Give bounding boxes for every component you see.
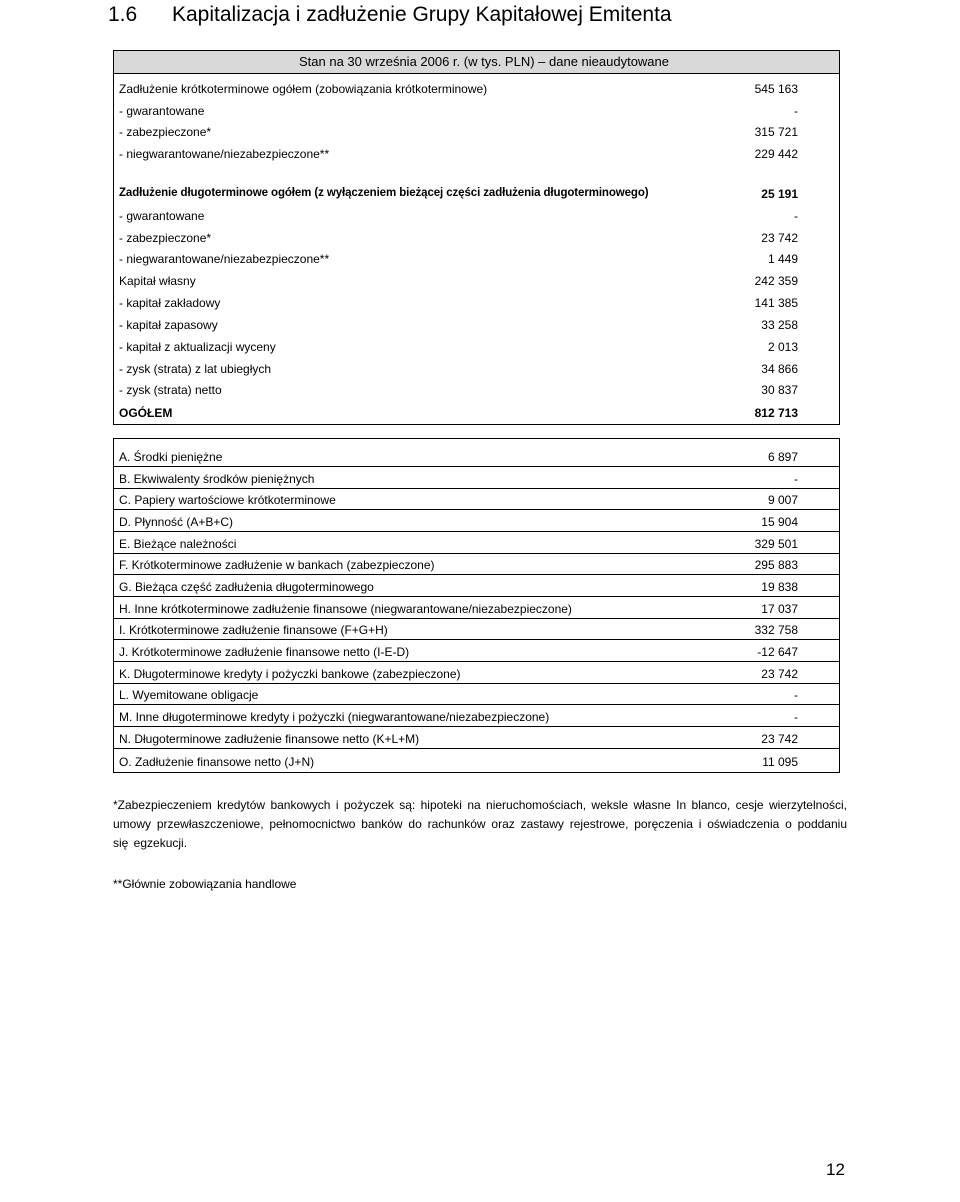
row-value: - [794, 209, 798, 223]
row-label: OGÓŁEM [119, 406, 173, 420]
row-value: 141 385 [754, 296, 798, 310]
row-value: 30 837 [761, 383, 798, 397]
row-label: Zadłużenie długoterminowe ogółem (z wyłączeniem bieżącej części zadłużenia długoterminowego) [119, 187, 649, 199]
row-value: 229 442 [754, 147, 798, 161]
row-label: G. Bieżąca część zadłużenia długoterminowego [119, 580, 374, 594]
row-value: 23 742 [761, 231, 798, 245]
row-label: F. Krótkoterminowe zadłużenie w bankach (zabezpieczone) [119, 558, 435, 572]
footnote-unsecured: **Głównie zobowiązania handlowe [113, 877, 297, 891]
row-label: - niegwarantowane/niezabezpieczone** [119, 252, 330, 266]
table-row [114, 468, 839, 489]
footnotes [113, 796, 847, 894]
table-row [114, 641, 839, 662]
table-row [114, 554, 839, 575]
row-value: - [794, 710, 798, 724]
row-label: I. Krótkoterminowe zadłużenie finansowe (F+G+H) [119, 623, 388, 637]
row-label: Zadłużenie krótkoterminowe ogółem (zobowiązania krótkoterminowe) [119, 82, 488, 96]
capitalization-table [113, 50, 840, 425]
row-value: 17 037 [761, 602, 798, 616]
row-label: J. Krótkoterminowe zadłużenie finansowe netto (I-E-D) [119, 645, 410, 659]
row-label: L. Wyemitowane obligacje [119, 688, 259, 702]
row-label: - kapitał z aktualizacji wyceny [119, 340, 276, 354]
row-value: 315 721 [754, 125, 798, 139]
row-label: C. Papiery wartościowe krótkoterminowe [119, 493, 336, 507]
row-value: 329 501 [754, 537, 798, 551]
table-row [114, 684, 839, 705]
table-row [114, 663, 839, 684]
row-label: M. Inne długoterminowe kredyty i pożyczki (niegwarantowane/niezabezpieczone) [119, 710, 550, 724]
table-row [114, 619, 839, 640]
row-value: 23 742 [761, 732, 798, 746]
row-value: 25 191 [761, 187, 798, 201]
table-header: Stan na 30 września 2006 r. (w tys. PLN) – dane nieaudytowane [114, 51, 839, 74]
row-value: 545 163 [754, 82, 798, 96]
row-label: B. Ekwiwalenty środków pieniężnych [119, 472, 315, 486]
row-value: - [794, 104, 798, 118]
row-label: - zysk (strata) z lat ubiegłych [119, 362, 272, 376]
row-label: - zysk (strata) netto [119, 383, 222, 397]
row-label: H. Inne krótkoterminowe zadłużenie finansowe (niegwarantowane/niezabezpieczone) [119, 602, 572, 616]
table-row [114, 706, 839, 727]
row-value: 34 866 [761, 362, 798, 376]
row-value: 332 758 [754, 623, 798, 637]
row-value: 15 904 [761, 515, 798, 529]
table-row [114, 728, 839, 749]
row-label: - kapitał zapasowy [119, 318, 218, 332]
row-value: 11 095 [762, 755, 798, 769]
row-value: 812 713 [754, 406, 798, 420]
row-value: 6 897 [767, 450, 798, 464]
table-row [114, 446, 839, 467]
table-row [114, 533, 839, 554]
row-label: K. Długoterminowe kredyty i pożyczki bankowe (zabezpieczone) [119, 667, 461, 681]
footnote-secured: *Zabezpieczeniem kredytów bankowych i pożyczek są: hipoteki na nieruchomościach, weksle własne In blanco, cesje wierzytelności, umowy przewłaszczeniowe, pełnomocnictwo banków do rachunków oraz zastawy rejestrowe, poręczenia i oświadczenia o poddaniu się egzekucji. [113, 798, 847, 850]
row-label: Kapitał własny [119, 274, 196, 288]
row-value: 295 883 [754, 558, 798, 572]
row-label: E. Bieżące należności [119, 537, 237, 551]
row-value: 19 838 [761, 580, 798, 594]
row-value: 9 007 [767, 493, 798, 507]
row-label: - niegwarantowane/niezabezpieczone** [119, 147, 330, 161]
net-debt-table [113, 438, 840, 773]
table-row [114, 598, 839, 619]
row-label: A. Środki pieniężne [119, 450, 223, 464]
table-row [114, 576, 839, 597]
row-label: - gwarantowane [119, 209, 205, 223]
row-label: - zabezpieczone* [119, 125, 212, 139]
section-heading [108, 0, 672, 30]
row-value: - [794, 472, 798, 486]
table-row [114, 511, 839, 532]
row-label: D. Płynność (A+B+C) [119, 515, 234, 529]
row-value: 242 359 [754, 274, 798, 288]
row-value: 33 258 [761, 318, 798, 332]
row-value: 23 742 [761, 667, 798, 681]
row-label: - zabezpieczone* [119, 231, 212, 245]
table-row [114, 750, 839, 771]
row-label: O. Zadłużenie finansowe netto (J+N) [119, 755, 315, 769]
row-label: - kapitał zakładowy [119, 296, 221, 310]
row-label: N. Długoterminowe zadłużenie finansowe netto (K+L+M) [119, 732, 420, 746]
row-value: -12 647 [757, 645, 798, 659]
section-number: 1.6 [108, 3, 138, 26]
row-value: 1 449 [767, 252, 798, 266]
page-number: 12 [826, 1160, 845, 1179]
row-value: 2 013 [767, 340, 798, 354]
row-value: - [794, 688, 798, 702]
row-label: - gwarantowane [119, 104, 205, 118]
table-row [114, 489, 839, 510]
section-title: Kapitalizacja i zadłużenie Grupy Kapitałowej Emitenta [172, 3, 672, 26]
